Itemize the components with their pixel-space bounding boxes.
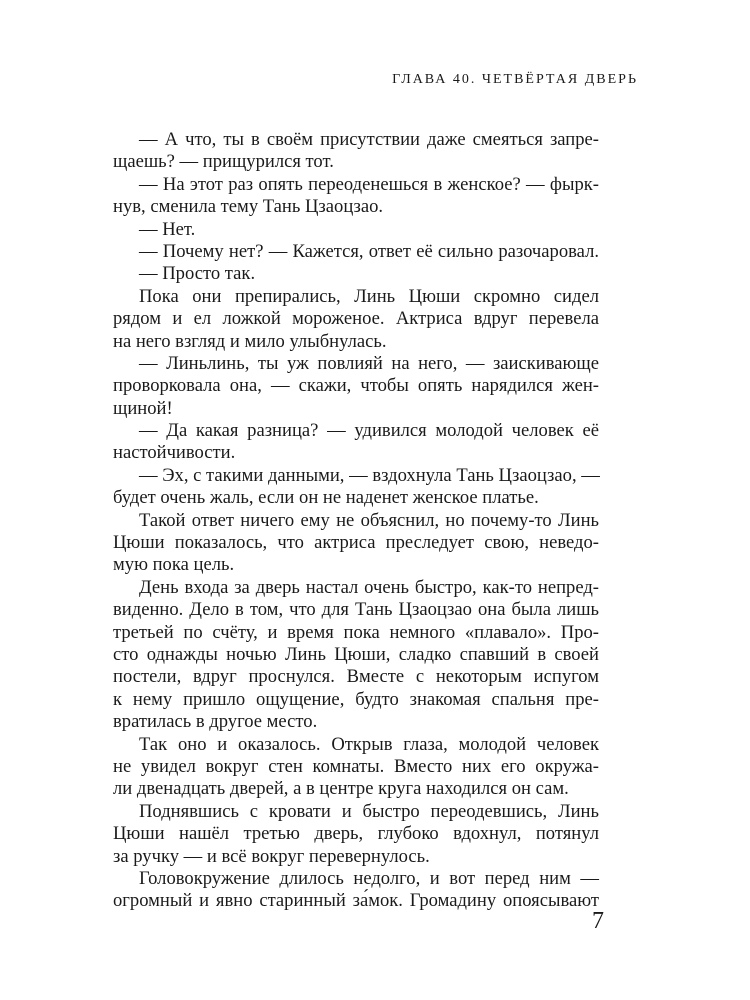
text-line: не увидел вокруг стен комнаты. Вместо них его окружа- xyxy=(113,755,599,777)
text-line: — Да какая разница? — удивился молодой человек её xyxy=(139,420,599,442)
text-line: Головокружение длилось недолго, и вот перед ним — xyxy=(139,867,599,889)
text-line: ли двенадцать дверей, а в центре круга находился он сам. xyxy=(113,778,569,800)
text-line: за ручку — и всё вокруг перевернулось. xyxy=(113,845,430,867)
text-line: — На этот раз опять переоденешься в женское? — фырк- xyxy=(139,173,599,195)
text-line: огромный и явно старинный за́мок. Громадину опоясывают xyxy=(113,890,599,912)
text-line: рядом и ел ложкой мороженое. Актриса вдруг перевела xyxy=(113,308,599,330)
text-line: проворковала она, — скажи, чтобы опять нарядился жен- xyxy=(113,375,599,397)
text-line: — А что, ты в своём присутствии даже смеяться запре- xyxy=(139,129,599,150)
text-line: Поднявшись с кровати и быстро переодевшись, Линь xyxy=(139,800,599,822)
text-line: сто однажды ночью Линь Цюши, сладко спавший в своей xyxy=(113,643,599,665)
text-line: — Нет. xyxy=(139,218,196,240)
text-line: щаешь? — прищурился тот. xyxy=(113,151,334,173)
text-line: Цюши показалось, что актриса преследует свою, неведо- xyxy=(113,532,599,554)
text-line: к нему пришло ощущение, будто знакомая спальня пре- xyxy=(113,688,599,710)
text-line: вратилась в другое место. xyxy=(113,711,318,733)
body-text xyxy=(113,129,599,913)
text-line: — Почему нет? — Кажется, ответ её сильно разочаровал. xyxy=(139,240,599,262)
text-line: настойчивости. xyxy=(113,442,236,464)
text-line: будет очень жаль, если он не наденет женское платье. xyxy=(113,487,539,509)
text-line: — Линьлинь, ты уж повлияй на него, — заискивающе xyxy=(139,352,599,374)
text-line: щиной! xyxy=(113,397,173,419)
text-line: на него взгляд и мило улыбнулась. xyxy=(113,330,387,352)
text-line: — Эх, с такими данными, — вздохнула Тань Цзаоцзао, — xyxy=(139,464,600,486)
text-line: мую пока цель. xyxy=(113,554,235,576)
page-number: 7 xyxy=(592,908,604,934)
text-line: — Просто так. xyxy=(139,263,256,285)
text-line: нув, сменила тему Тань Цзаоцзао. xyxy=(113,196,384,218)
text-line: третьей по счёту, и время пока немного «плавало». Про- xyxy=(113,621,599,643)
text-line: Цюши нашёл третью дверь, глубоко вдохнул, потянул xyxy=(113,823,599,845)
text-line: Так оно и оказалось. Открыв глаза, молодой человек xyxy=(139,733,599,755)
text-line: День входа за дверь настал очень быстро, как-то непред- xyxy=(139,576,599,598)
text-line: виденно. Дело в том, что для Тань Цзаоцзао она была лишь xyxy=(113,599,599,621)
text-line: постели, вдруг проснулся. Вместе с некоторым испугом xyxy=(113,666,599,688)
running-header: ГЛАВА 40. ЧЕТВЁРТАЯ ДВЕРЬ xyxy=(392,72,638,87)
text-line: Пока они препирались, Линь Цюши скромно сидел xyxy=(139,285,599,307)
text-line: Такой ответ ничего ему не объяснил, но почему-то Линь xyxy=(139,509,599,531)
